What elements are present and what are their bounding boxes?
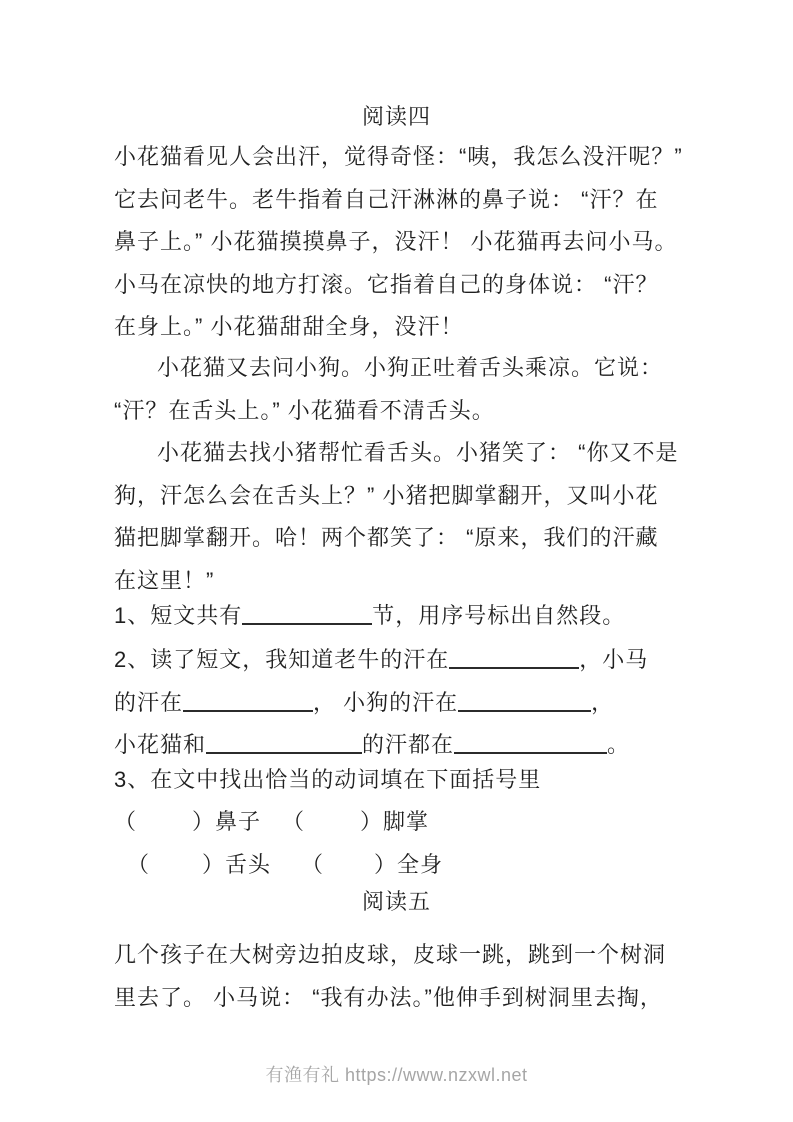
text-line: [114, 801, 429, 844]
text-line: [114, 682, 648, 725]
text-run: 小马在凉快的地方打滚。它指着自己的身体说： “汗？: [114, 271, 659, 297]
blank-underline: [454, 750, 607, 754]
text-line: [114, 136, 683, 179]
text-line: [114, 595, 625, 638]
spacer: [114, 459, 157, 460]
text-line: [114, 264, 683, 307]
spacer: [137, 828, 192, 829]
text-line: [114, 390, 663, 433]
text-run: 。: [607, 732, 631, 757]
blank-underline: [449, 665, 579, 669]
question-2: [114, 639, 648, 767]
text-line: [114, 517, 678, 560]
text-run: 它去问老牛。老牛指着自己汗淋淋的鼻子说： “汗？在: [114, 186, 659, 212]
text-run: ）脚掌: [360, 809, 430, 834]
text-run: “汗？在舌头上。” 小花猫看不清舌头。: [114, 397, 495, 423]
text-run: ）鼻子: [192, 809, 262, 834]
text-run: 2、读了短文，我知道老牛的汗在: [114, 647, 450, 672]
blank-underline: [206, 750, 362, 754]
reading-5-title: 阅读五: [361, 889, 431, 914]
reading-4-story-paragraph-3: [114, 432, 678, 602]
reading-4-story-paragraph-2: [114, 347, 663, 432]
text-run: ）舌头: [202, 852, 272, 877]
question-3: [114, 759, 541, 802]
text-run: 节，用序号标出自然段。: [372, 603, 626, 628]
text-run: （: [282, 809, 306, 834]
blank-underline: [242, 621, 372, 625]
text-line: [114, 475, 678, 518]
spacer: [305, 828, 360, 829]
text-line: [114, 179, 683, 222]
text-line: [114, 221, 683, 264]
text-run: 小花猫和: [114, 732, 207, 757]
text-run: 3、在文中找出恰当的动词填在下面括号里: [114, 767, 542, 792]
text-run: 鼻子上。” 小花猫摸摸鼻子，没汗！ 小花猫再去问小马。: [114, 229, 678, 254]
text-line: [114, 347, 663, 390]
spacer: [271, 871, 301, 872]
text-run: 小花猫看见人会出汗，觉得奇怪：“咦，我怎么没汗呢？”: [114, 144, 683, 169]
text-run: 在身上。” 小花猫甜甜全身，没汗！: [114, 314, 464, 339]
text-run: 的汗在: [114, 689, 184, 715]
text-run: 狗，汗怎么会在舌头上？” 小猪把脚掌翻开，又叫小花: [114, 482, 659, 508]
text-run: ， 小狗的汗在: [313, 689, 459, 715]
text-run: ，: [591, 689, 615, 715]
text-line: [114, 432, 678, 475]
question-1: [114, 595, 625, 638]
reading-4-story-paragraph-1: [114, 136, 683, 349]
blank-underline: [458, 708, 591, 712]
text-run: 小花猫又去问小狗。小狗正吐着舌头乘凉。它说：: [157, 355, 664, 380]
text-run: （: [301, 852, 325, 877]
watermark-footer: 有渔有礼 https://www.nzxwl.net: [265, 1065, 528, 1085]
text-run: 在这里！”: [114, 567, 215, 593]
text-line: [114, 759, 541, 802]
text-run: ，小马: [579, 647, 649, 672]
blank-underline: [183, 708, 313, 712]
reading-4-title: 阅读四: [361, 104, 431, 129]
spacer: [114, 374, 157, 375]
text-line: [114, 934, 666, 977]
reading-5-story-paragraph-1: [114, 934, 666, 1019]
text-run: 猫把脚掌翻开。哈！两个都笑了： “原来，我们的汗藏: [114, 525, 659, 550]
spacer: [114, 871, 127, 872]
text-run: 的汗都在: [362, 732, 455, 757]
text-run: ）全身: [374, 852, 444, 877]
spacer: [261, 828, 282, 829]
text-run: 小花猫去找小猪帮忙看舌头。小猪笑了： “你又不是: [157, 440, 679, 465]
question-3-bracket-row-1: [114, 801, 429, 844]
text-run: 里去了。 小马说： “我有办法。”他伸手到树洞里去掏，: [114, 984, 663, 1010]
text-line: [114, 306, 683, 349]
text-line: [114, 639, 648, 682]
text-line: [114, 977, 666, 1020]
text-run: （: [114, 809, 138, 834]
text-run: （: [127, 852, 151, 877]
spacer: [150, 871, 202, 872]
text-run: 1、短文共有: [114, 603, 243, 628]
text-run: 几个孩子在大树旁边拍皮球，皮球一跳，跳到一个树洞: [114, 942, 667, 967]
spacer: [324, 871, 374, 872]
